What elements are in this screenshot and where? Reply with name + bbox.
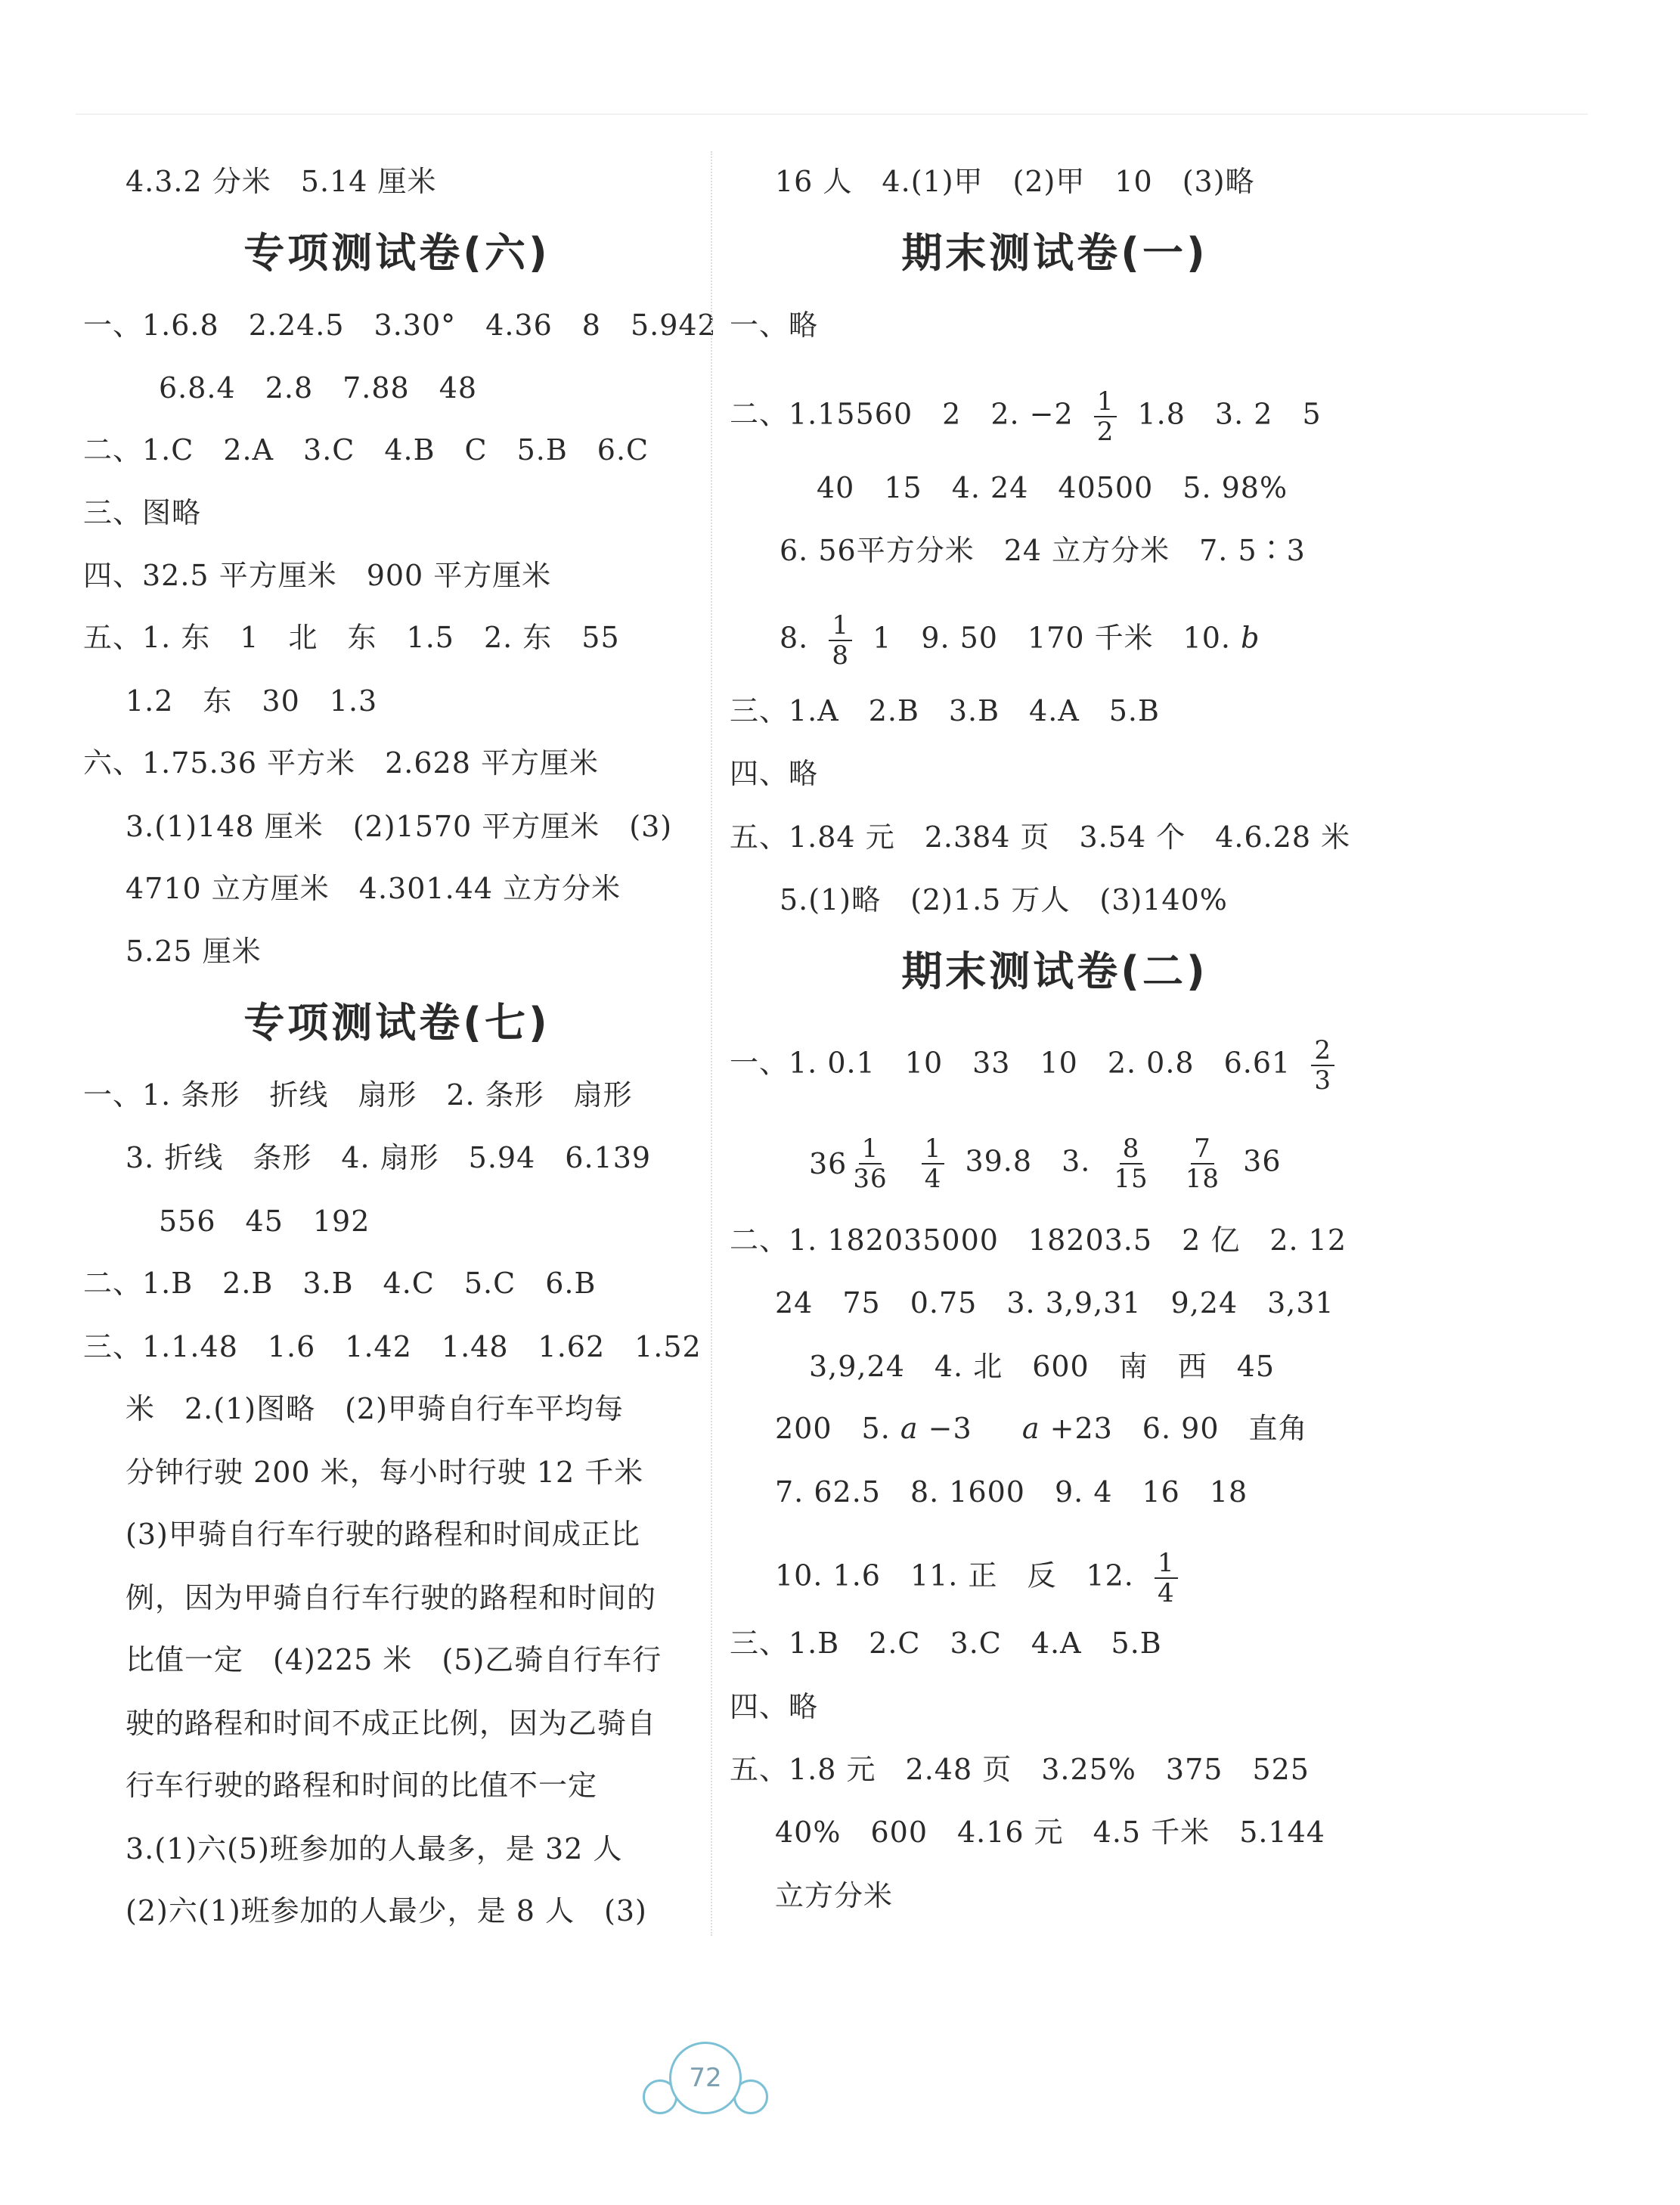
answer-line: 例，因为甲骑自行车行驶的路程和时间的 — [126, 1581, 657, 1614]
answer-line: 3,9,24 4. 北 600 南 西 45 — [809, 1350, 1275, 1383]
answer-line: 3.(1)148 厘米 (2)1570 平方厘米 (3) — [126, 810, 673, 843]
answer-line: 三、1.B 2.C 3.C 4.A 5.B — [730, 1627, 1162, 1660]
section-title-special-7: 专项测试卷(七) — [243, 999, 550, 1047]
fraction: $\frac{1}{4}$ — [1155, 1549, 1178, 1608]
page-number: 72 — [669, 2042, 742, 2114]
answer-line: 556 45 192 — [159, 1205, 370, 1238]
answer-line: 五、1. 东 1 北 东 1.5 2. 东 55 — [83, 621, 620, 654]
answer-line: 二、1.15560 2 2. −2 $\frac{1}{2}$ 1.8 3. 2 5 — [730, 386, 1322, 447]
answer-line: 6.8.4 2.8 7.88 48 — [159, 371, 478, 405]
answer-line: 二、1.B 2.B 3.B 4.C 5.C 6.B — [83, 1267, 597, 1300]
answer-line: 3. 折线 条形 4. 扇形 5.94 6.139 — [126, 1141, 652, 1174]
section-title-final-1: 期末测试卷(一) — [901, 229, 1208, 277]
answer-line: 1.2 东 30 1.3 — [126, 684, 378, 718]
answer-line: 40% 600 4.16 元 4.5 千米 5.144 — [775, 1816, 1325, 1849]
fraction: $\frac{1}{8}$ — [829, 611, 852, 670]
answer-line: 三、图略 — [83, 496, 202, 529]
answer-line: 6. 56平方分米 24 立方分米 7. 5∶3 — [780, 534, 1306, 567]
answer-line: 三、1.A 2.B 3.B 4.A 5.B — [730, 694, 1160, 727]
column-divider — [711, 151, 712, 1936]
top-rule — [76, 113, 1588, 115]
answer-line: 36 $\frac{1}{36}$ $\frac{1}{4}$ 39.8 3. $\frac{8}{15}$ $\frac{7}{18}$ 36 — [809, 1134, 1282, 1194]
answer-line: 10. 1.6 11. 正 反 12. $\frac{1}{4}$ — [775, 1549, 1189, 1586]
answer-line: 比值一定 (4)225 米 (5)乙骑自行车行 — [126, 1643, 662, 1676]
page-number-badge — [639, 2027, 767, 2117]
answer-line: 一、1.6.8 2.24.5 3.30° 4.36 8 5.942 — [83, 309, 717, 342]
answer-line: 五、1.8 元 2.48 页 3.25% 375 525 — [730, 1753, 1310, 1786]
answer-line: 4710 立方厘米 4.301.44 立方分米 — [126, 872, 621, 905]
answer-line: 行车行驶的路程和时间的比值不一定 — [126, 1769, 598, 1802]
answer-line: 分钟行驶 200 米，每小时行驶 12 千米 — [126, 1456, 644, 1489]
fraction: $\frac{1}{4}$ — [922, 1134, 945, 1193]
answer-line: 三、1.1.48 1.6 1.42 1.48 1.62 1.52 — [83, 1330, 702, 1363]
answer-line: 五、1.84 元 2.384 页 3.54 个 4.6.28 米 — [730, 820, 1351, 854]
answer-line: 六、1.75.36 平方米 2.628 平方厘米 — [83, 746, 599, 780]
answer-line: 3.(1)六(5)班参加的人最多，是 32 人 — [126, 1832, 623, 1865]
answer-line: 4.3.2 分米 5.14 厘米 — [126, 165, 437, 198]
answer-line: 二、1. 182035000 18203.5 2 亿 2. 12 — [730, 1223, 1347, 1257]
fraction: $\frac{2}{3}$ — [1311, 1036, 1334, 1095]
answer-line: 5.(1)略 (2)1.5 万人 (3)140% — [780, 883, 1228, 916]
answer-line: 16 人 4.(1)甲 (2)甲 10 (3)略 — [775, 165, 1255, 198]
answer-line: 7. 62.5 8. 1600 9. 4 16 18 — [775, 1475, 1248, 1509]
answer-line: 一、略 — [730, 309, 819, 342]
section-title-special-6: 专项测试卷(六) — [243, 229, 550, 277]
answer-line: (3)甲骑自行车行驶的路程和时间成正比 — [126, 1518, 640, 1551]
answer-line: (2)六(1)班参加的人最少，是 8 人 (3) — [126, 1894, 647, 1927]
answer-line: 5.25 厘米 — [126, 935, 262, 968]
fraction: $\frac{1}{36}$ — [853, 1134, 888, 1194]
fraction: $\frac{7}{18}$ — [1185, 1134, 1220, 1194]
fraction: $\frac{8}{15}$ — [1114, 1134, 1148, 1194]
section-title-final-2: 期末测试卷(二) — [901, 947, 1208, 995]
answer-line: 一、1. 条形 折线 扇形 2. 条形 扇形 — [83, 1078, 633, 1112]
answer-line: 40 15 4. 24 40500 5. 98% — [817, 471, 1288, 504]
answer-line: 二、1.C 2.A 3.C 4.B C 5.B 6.C — [83, 433, 649, 467]
answer-line: 四、略 — [730, 1690, 819, 1723]
answer-line: 8. $\frac{1}{8}$ 1 9. 50 170 千米 10. b — [780, 610, 1260, 671]
answer-line: 24 75 0.75 3. 3,9,31 9,24 3,31 — [775, 1286, 1334, 1320]
answer-line: 一、1. 0.1 10 33 10 2. 0.8 6.61 $\frac{2}{3}$ — [730, 1036, 1345, 1074]
answer-line: 四、32.5 平方厘米 900 平方厘米 — [83, 559, 552, 592]
answer-line: 驶的路程和时间不成正比例，因为乙骑自 — [126, 1707, 657, 1740]
answer-line: 200 5. a −3 a +23 6. 90 直角 — [775, 1412, 1308, 1445]
answer-line: 米 2.(1)图略 (2)甲骑自行车平均每 — [126, 1392, 624, 1425]
answer-line: 四、略 — [730, 757, 819, 790]
answer-line: 立方分米 — [775, 1879, 894, 1912]
mixed-number: 36 $\frac{1}{36}$ — [809, 1134, 901, 1193]
fraction: $\frac{1}{2}$ — [1094, 387, 1117, 446]
